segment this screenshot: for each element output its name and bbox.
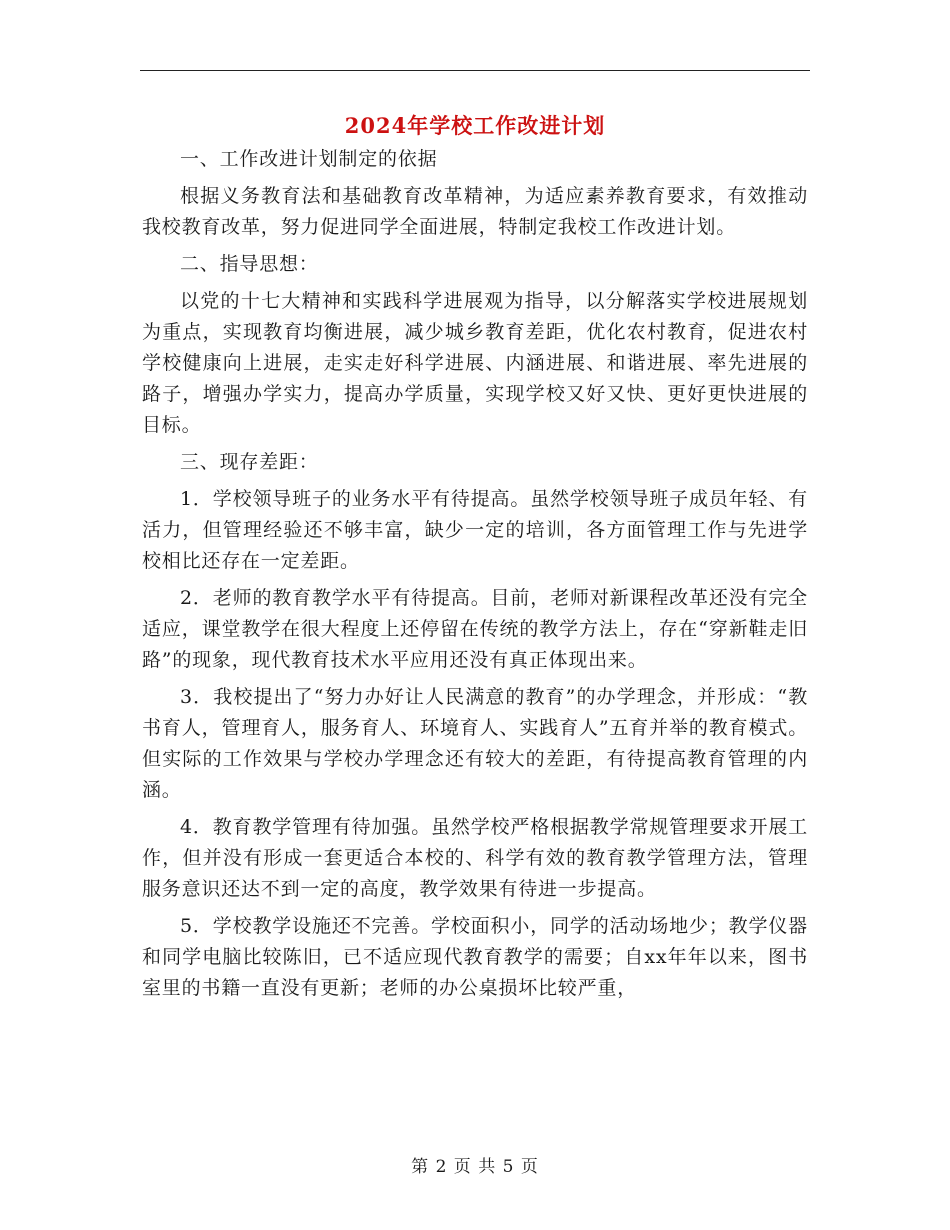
header-rule bbox=[140, 70, 810, 71]
gap-item-4: 4．教育教学管理有待加强。虽然学校严格根据教学常规管理要求开展工作，但并没有形成一套更适合本校的、科学有效的教育教学管理方法，管理服务意识还达不到一定的高度，教学效果有待进一步提高。 bbox=[142, 816, 808, 900]
paragraph-basis: 根据义务教育法和基础教育改革精神，为适应素养教育要求，有效推动我校教育改革，努力促进同学全面进展，特制定我校工作改进计划。 bbox=[142, 185, 808, 238]
gap-item-3: 3．我校提出了“努力办好让人民满意的教育”的办学理念，并形成：“教书育人，管理育人，服务育人、环境育人、实践育人”五育并举的教育模式。但实际的工作效果与学校办学理念还有较大的差距，有待提高教育管理的内涵。 bbox=[142, 686, 808, 801]
section-heading-basis: 一、工作改进计划制定的依据 bbox=[180, 148, 438, 170]
document-body bbox=[142, 110, 808, 1010]
gap-item-5: 5．学校教学设施还不完善。学校面积小，同学的活动场地少；教学仪器和同学电脑比较陈旧，已不适应现代教育教学的需要；自xx年年以来，图书室里的书籍一直没有更新；老师的办公桌损坏比较严重， bbox=[142, 915, 808, 999]
section-heading-existing-gaps: 三、现存差距： bbox=[180, 451, 319, 473]
page-number: 第 2 页 共 5 页 bbox=[411, 1157, 539, 1177]
section-heading-guiding-thought: 二、指导思想： bbox=[180, 253, 319, 275]
gap-item-1: 1．学校领导班子的业务水平有待提高。虽然学校领导班子成员年轻、有活力，但管理经验还不够丰富，缺少一定的培训，各方面管理工作与先进学校相比还存在一定差距。 bbox=[142, 488, 808, 572]
gap-item-2: 2．老师的教育教学水平有待提高。目前，老师对新课程改革还没有完全适应，课堂教学在很大程度上还停留在传统的教学方法上，存在“穿新鞋走旧路”的现象，现代教育技术水平应用还没有真正体现出来。 bbox=[142, 587, 808, 671]
document-title: 2024年学校工作改进计划 bbox=[344, 113, 606, 138]
paragraph-guiding-thought: 以党的十七大精神和实践科学进展观为指导，以分解落实学校进展规划为重点，实现教育均衡进展，减少城乡教育差距，优化农村教育，促进农村学校健康向上进展，走实走好科学进展、内涵进展、和谐进展、率先进展的路子，增强办学实力，提高办学质量，实现学校又好又快、更好更快进展的目标。 bbox=[142, 290, 808, 436]
